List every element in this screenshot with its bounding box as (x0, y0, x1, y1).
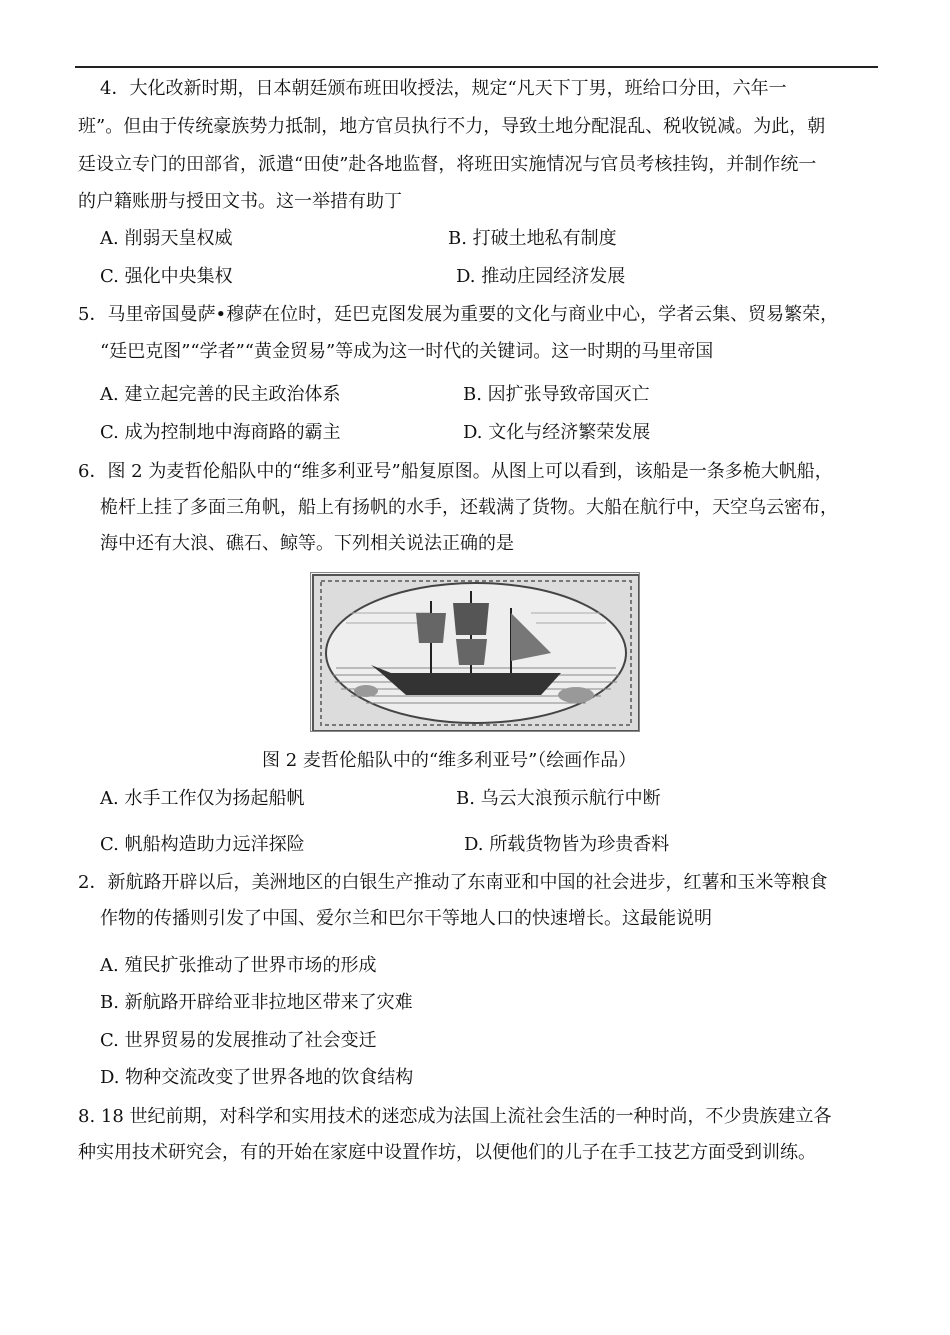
q6-option-a: A. 水手工作仅为扬起船帆 (100, 788, 305, 809)
q5-line-2: “廷巴克图”“学者”“黄金贸易”等成为这一时代的关键词。这一时期的马里帝国 (100, 341, 714, 362)
q2-line-2: 作物的传播则引发了中国、爱尔兰和巴尔干等地人口的快速增长。这最能说明 (100, 908, 712, 929)
q5-line-1: 5．马里帝国曼萨•穆萨在位时，廷巴克图发展为重要的文化与商业中心，学者云集、贸易繁荣， (78, 304, 839, 325)
q4-option-b: B. 打破土地私有制度 (448, 228, 617, 249)
q4-line-4: 的户籍账册与授田文书。这一举措有助丁 (78, 191, 402, 212)
q5-option-b: B. 因扩张导致帝国灭亡 (463, 384, 650, 405)
q5-option-c: C. 成为控制地中海商路的霸主 (100, 422, 341, 443)
q5-option-a: A. 建立起完善的民主政治体系 (100, 384, 341, 405)
figure-2-caption: 图 2 麦哲伦船队中的“维多利亚号”（绘画作品） (262, 750, 637, 771)
q5-option-d: D. 文化与经济繁荣发展 (463, 422, 651, 443)
q2-option-b: B. 新航路开辟给亚非拉地区带来了灾难 (100, 992, 413, 1013)
q8-line-2: 种实用技术研究会，有的开始在家庭中设置作坊，以便他们的儿子在手工技艺方面受到训练。 (78, 1142, 816, 1163)
q4-option-a: A. 削弱天皇权威 (100, 228, 233, 249)
q4-line-2: 班”。但由于传统豪族势力抵制，地方官员执行不力，导致土地分配混乱、税收锐减。为此，朝 (78, 116, 826, 137)
victoria-ship-engraving (310, 572, 640, 732)
q2-option-d: D. 物种交流改变了世界各地的饮食结构 (100, 1067, 414, 1088)
q4-line-1: 4．大化改新时期，日本朝廷颁布班田收授法，规定“凡天下丁男，班给口分田，六年一 (100, 78, 787, 99)
q4-option-c: C. 强化中央集权 (100, 266, 233, 287)
q2-option-a: A. 殖民扩张推动了世界市场的形成 (100, 955, 377, 976)
top-rule (75, 66, 878, 68)
q6-option-d: D. 所载货物皆为珍贵香料 (464, 834, 670, 855)
q4-line-3: 廷设立专门的田部省，派遣“田使”赴各地监督，将班田实施情况与官员考核挂钩，并制作统一 (78, 154, 817, 175)
q2-line-1: 2．新航路开辟以后，美洲地区的白银生产推动了东南亚和中国的社会进步，红薯和玉米等粮食 (78, 872, 828, 893)
q6-option-c: C. 帆船构造助力远洋探险 (100, 834, 305, 855)
q6-line-3: 海中还有大浪、礁石、鲸等。下列相关说法正确的是 (100, 533, 514, 554)
q6-line-1: 6．图 2 为麦哲伦船队中的“维多利亚号”船复原图。从图上可以看到，该船是一条多桅大帆船， (78, 461, 833, 482)
q6-option-b: B. 乌云大浪预示航行中断 (456, 788, 661, 809)
q2-option-c: C. 世界贸易的发展推动了社会变迁 (100, 1030, 377, 1051)
q8-line-1: 8. 18 世纪前期，对科学和实用技术的迷恋成为法国上流社会生活的一种时尚，不少贵族建立各 (78, 1106, 832, 1127)
q4-option-d: D. 推动庄园经济发展 (456, 266, 626, 287)
q6-line-2: 桅杆上挂了多面三角帆，船上有扬帆的水手，还载满了货物。大船在航行中，天空乌云密布， (100, 497, 838, 518)
